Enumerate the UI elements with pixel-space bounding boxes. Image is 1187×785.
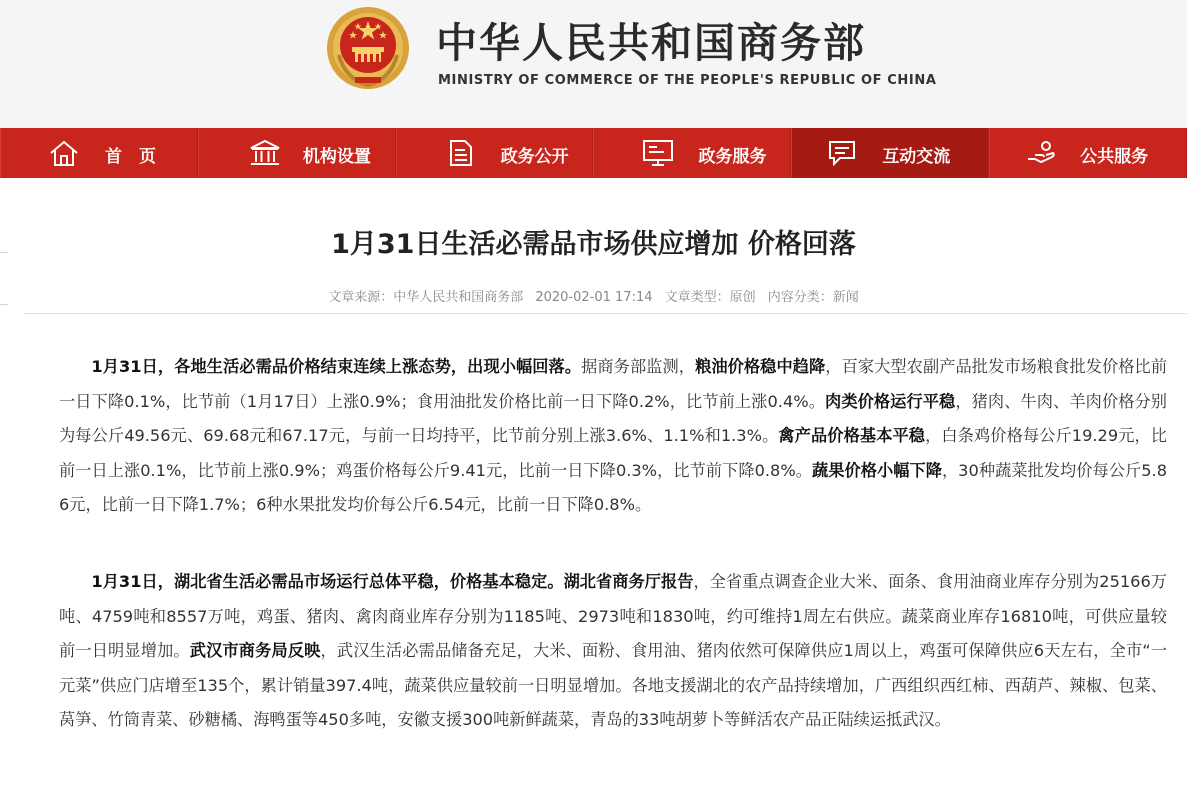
nav-label-interaction: 互动交流 [882,147,951,167]
bold-heading: 肉类价格运行平稳 [825,391,956,411]
paragraph-text: ，30种蔬菜批发均价每公斤5.86元，比前一日下降1.7%；6种水果批发均价每公斤6.54元，比前一日下降0.8%。 [59,460,1167,514]
meta-source: 文章来源：中华人民共和国商务部 [328,290,524,305]
bold-heading: 禽产品价格基本平稳 [778,426,926,445]
meta-category: 内容分类：新闻 [767,290,859,305]
bold-heading: 武汉市商务局反映 [189,641,321,660]
national-emblem-icon[interactable] [325,5,411,91]
nav-label-public-service: 公共服务 [1080,147,1149,167]
paragraph-text: ，猪肉、牛肉、羊肉价格分别为每公斤49.56元、69.68元和67.17元，与前一日均持平，比节前分别上涨3.6%、1.1%和1.3%。 [59,391,1167,445]
bold-heading: 蔬果价格小幅下降 [812,460,942,480]
nav-item-public-service[interactable] [989,128,1187,178]
hand-service-icon [1026,139,1058,167]
nav-item-affairs-service[interactable] [593,128,791,178]
site-header [0,0,1187,128]
nav-item-home[interactable] [0,128,198,178]
article-meta [0,286,1187,305]
meta-date: 2020-02-01 17:14 [535,290,653,305]
article-title: 1月31日生活必需品市场供应增加 价格回落 [331,229,856,260]
site-title[interactable]: 中华人民共和国商务部 [436,19,866,67]
paragraph-text: 据商务部监测， [581,357,696,376]
article-paragraph [59,565,1167,738]
paragraph-text: ，白条鸡价格每公斤19.29元，比前一日上涨0.1%，比节前上涨0.9%；鸡蛋价格每公斤9.41元，比前一日下降0.3%，比节前下降0.8%。 [59,426,1168,480]
article-paragraph [59,350,1167,523]
chat-icon [828,139,860,167]
nav-label-organization: 机构设置 [302,147,371,167]
nav-label-affairs-open: 政务公开 [500,147,569,167]
paragraph-text: ，百家大型农副产品批发市场粮食批发价格比前一日下降0.1%，比节前（1月17日）上涨0.9%；食用油批发价格比前一日下降0.2%，比节前上涨0.4%。 [59,357,1168,411]
paragraph-text: ，武汉生活必需品储备充足，大米、面粉、食用油、猪肉依然可保障供应1周以上，鸡蛋可保障供应6天左右，全市“一元菜”供应门店增至135个，累计销量397.4吨，蔬菜供应量较前一日明显增加。各地支援湖北的农产品持续增加，广西组织西红柿、西葫芦、辣椒、包菜、莴笋、竹筒青菜、砂糖橘、海鸭蛋等450多吨，安徽支援300吨新鲜蔬菜，青岛的33吨胡萝卜等鲜活农产品正陆续运抵武汉。 [59,641,1168,729]
nav-item-interaction[interactable] [791,128,989,178]
monitor-icon [642,139,674,167]
main-nav [0,128,1187,178]
home-icon [49,139,79,167]
building-icon [249,139,281,167]
nav-label-affairs-service: 政务服务 [698,147,767,167]
paragraph-text: ，全省重点调查企业大米、面条、食用油商业库存分别为25166万吨、4759吨和8557万吨，鸡蛋、猪肉、禽肉商业库存分别为1185吨、2973吨和1830吨，约可维持1周左右供应。蔬菜商业库存16810吨，可供应量较前一日明显增加。 [59,572,1167,660]
bold-lead: 1月31日，各地生活必需品价格结束连续上涨态势，出现小幅回落。 [91,357,582,376]
document-icon [447,139,475,167]
nav-item-affairs-open[interactable] [396,128,594,178]
meta-type: 文章类型：原创 [664,290,756,305]
site-title-english: MINISTRY OF COMMERCE OF THE PEOPLE'S REPUBLIC OF CHINA [438,73,937,88]
bold-lead: 1月31日，湖北省生活必需品市场运行总体平稳，价格基本稳定。湖北省商务厅报告 [91,572,694,591]
bold-heading: 粮油价格稳中趋降 [695,357,826,376]
nav-item-organization[interactable] [198,128,396,178]
nav-label-home: 首 页 [105,147,156,167]
meta-divider [24,313,1187,314]
